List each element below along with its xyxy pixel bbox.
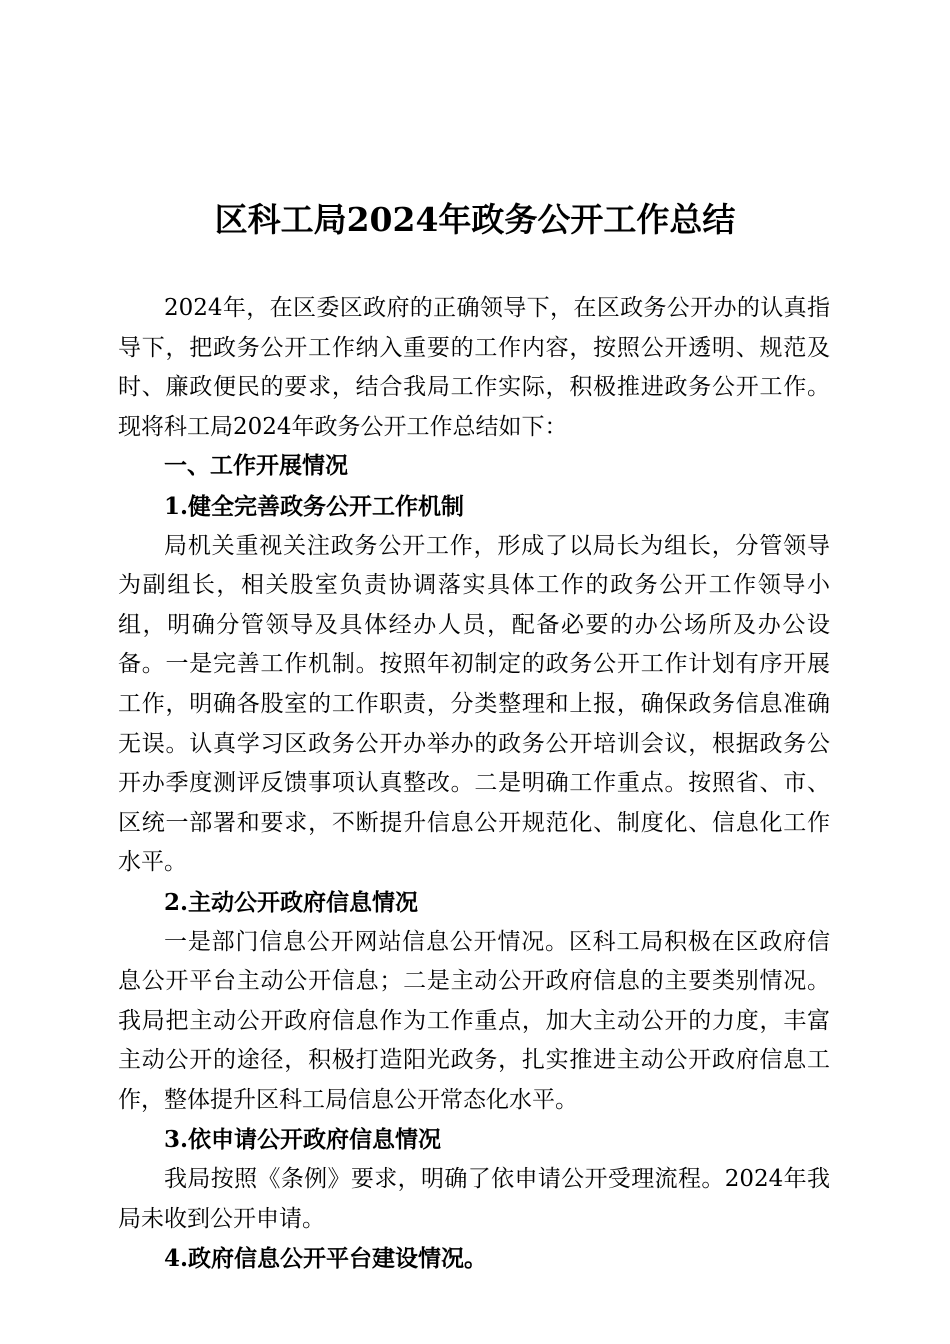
subsection-heading-request-disclosure: 3.依申请公开政府信息情况 [164, 1126, 442, 1154]
subsection-heading-mechanism: 1.健全完善政务公开工作机制 [164, 492, 465, 520]
document-title: 区科工局2024年政务公开工作总结 [214, 200, 736, 239]
subsection-body-mechanism: 局机关重视关注政务公开工作，形成了以局长为组长，分管领导为副组长，相关股室负责协调落实具体工作的政务公开工作领导小组，明确分管领导及具体经办人员，配备必要的办公场所及办公设备。一是完善工作机制。按照年初制定的政务公开工作计划有序开展工作，明确各股室的工作职责，分类整理和上报，确保政务信息准确无误。认真学习区政务公开办举办的政务公开培训会议，根据政务公开办季度测评反馈事项认真整改。二是明确工作重点。按照省、市、区统一部署和要求，不断提升信息公开规范化、制度化、信息化工作水平。 [118, 532, 830, 876]
subsection-heading-platform: 4.政府信息公开平台建设情况。 [164, 1245, 488, 1273]
subsection-body-proactive-disclosure: 一是部门信息公开网站信息公开情况。区科工局积极在区政府信息公开平台主动公开信息；二是主动公开政府信息的主要类别情况。我局把主动公开政府信息作为工作重点，加大主动公开的力度，丰富主动公开的途径，积极打造阳光政务，扎实推进主动公开政府信息工作，整体提升区科工局信息公开常态化水平。 [118, 928, 830, 1113]
document-body [118, 289, 830, 1279]
subsection-heading-proactive-disclosure: 2.主动公开政府信息情况 [164, 888, 419, 916]
intro-paragraph: 2024年，在区委区政府的正确领导下，在区政务公开办的认真指导下，把政务公开工作纳入重要的工作内容，按照公开透明、规范及时、廉政便民的要求，结合我局工作实际，积极推进政务公开工作。现将科工局2024年政务公开工作总结如下： [118, 295, 830, 440]
section-heading-work-status: 一、工作开展情况 [164, 453, 348, 480]
subsection-body-request-disclosure: 我局按照《条例》要求，明确了依申请公开受理流程。2024年我局未收到公开申请。 [118, 1166, 830, 1232]
